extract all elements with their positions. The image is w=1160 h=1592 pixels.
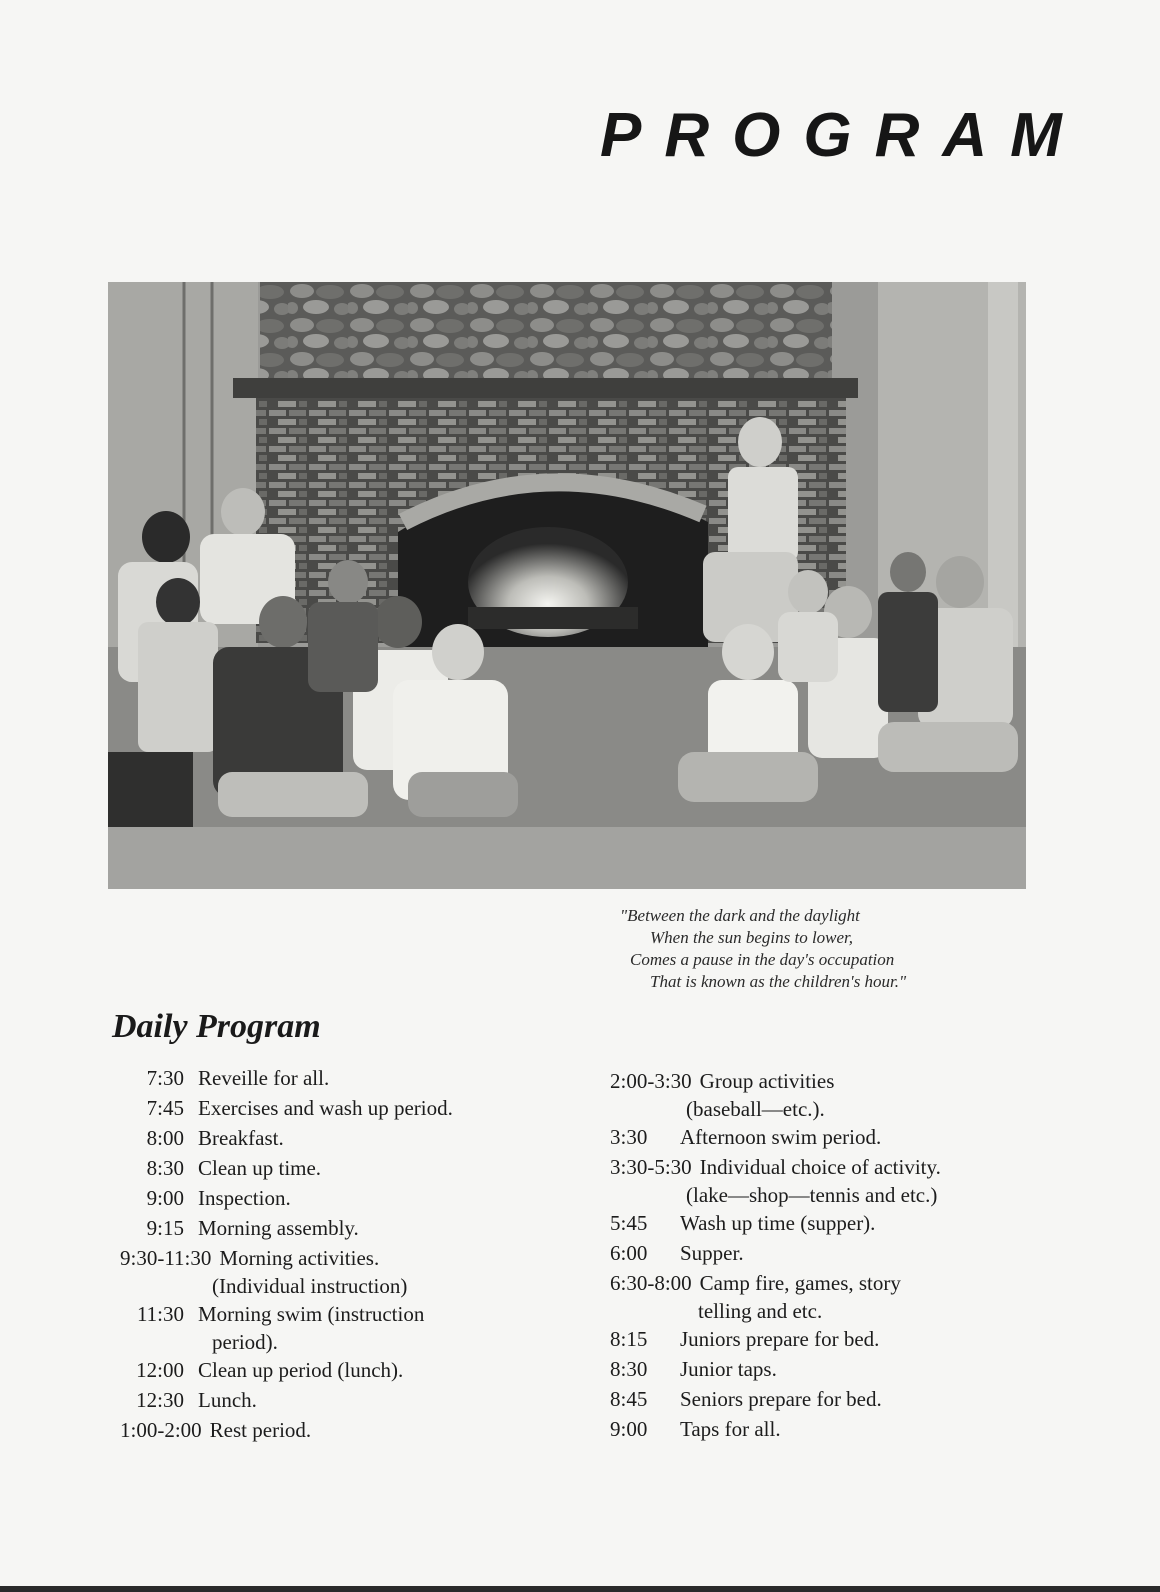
activity: (Individual instruction) [212,1274,408,1298]
page-bottom-rule [0,1586,1160,1592]
schedule-row [610,1268,1050,1298]
activity: Lunch. [198,1388,257,1412]
activity: Juniors prepare for bed. [680,1327,880,1351]
schedule-row [610,1122,1050,1152]
activity: Clean up time. [198,1156,322,1180]
schedule-row [112,1123,542,1153]
time: 9:00 [146,1186,184,1210]
time: 12:30 [136,1388,184,1412]
time: 9:00 [610,1417,648,1441]
caption-line: "Between the dark and the daylight [620,906,860,925]
time: 6:30-8:00 [610,1271,692,1295]
activity: Exercises and wash up period. [198,1096,453,1120]
section-title: Daily Program [112,1008,321,1045]
activity: Taps for all. [680,1417,781,1441]
schedule-row [610,1354,1050,1384]
schedule-left-column [112,1063,542,1445]
activity: Individual choice of activity. [699,1155,941,1179]
time: 12:00 [136,1358,184,1382]
schedule-row-continued [112,1273,542,1299]
time: 9:15 [146,1216,184,1240]
schedule-row [610,1066,1050,1096]
caption-line: That is known as the children's hour." [650,972,907,991]
schedule-row [610,1324,1050,1354]
schedule-row [112,1243,542,1273]
activity: Morning swim (instruction [198,1302,425,1326]
time: 8:30 [610,1357,648,1381]
schedule-row-continued [610,1096,1050,1122]
schedule-row [610,1414,1050,1444]
schedule-row [112,1093,542,1123]
schedule-row [112,1355,542,1385]
activity: period). [212,1330,278,1354]
schedule-row [610,1208,1050,1238]
activity: Supper. [680,1241,744,1265]
schedule-row-continued [610,1182,1050,1208]
schedule-row [112,1415,542,1445]
caption-line: When the sun begins to lower, [650,928,854,947]
schedule-row [112,1153,542,1183]
time: 7:30 [146,1066,184,1090]
time: 3:30-5:30 [610,1155,692,1179]
schedule-row [112,1299,542,1329]
activity: (lake—shop—tennis and etc.) [686,1183,938,1207]
time: 5:45 [610,1211,648,1235]
schedule-right-column [610,1066,1050,1444]
schedule-row [112,1213,542,1243]
poem-caption [620,905,1040,993]
time: 6:00 [610,1241,648,1265]
activity: Clean up period (lunch). [198,1358,404,1382]
page-title: PROGRAM [600,101,1085,170]
activity: Group activities [699,1069,835,1093]
time: 8:00 [146,1126,184,1150]
time: 8:30 [146,1156,184,1180]
schedule-row [610,1238,1050,1268]
activity: Morning activities. [219,1246,380,1270]
activity: Junior taps. [680,1357,777,1381]
time: 2:00-3:30 [610,1069,692,1093]
fireplace-photo-illustration [108,282,1026,889]
activity: Reveille for all. [198,1066,330,1090]
activity: Breakfast. [198,1126,284,1150]
schedule-row-continued [610,1298,1050,1324]
time: 8:45 [610,1387,648,1411]
activity: Seniors prepare for bed. [680,1387,882,1411]
activity: (baseball—etc.). [686,1097,825,1121]
schedule-row [610,1384,1050,1414]
schedule-row [112,1385,542,1415]
time: 8:15 [610,1327,648,1351]
schedule-row [610,1152,1050,1182]
activity: Morning assembly. [198,1216,359,1240]
fireplace-photo [108,282,1026,889]
activity: Afternoon swim period. [680,1125,882,1149]
schedule-row [112,1183,542,1213]
caption-line: Comes a pause in the day's occupation [630,950,895,969]
schedule-row [112,1063,542,1093]
time: 11:30 [136,1302,184,1326]
activity: Rest period. [209,1418,312,1442]
activity: Wash up time (supper). [680,1211,876,1235]
activity: Camp fire, games, story [699,1271,901,1295]
schedule-row-continued [112,1329,542,1355]
activity: telling and etc. [698,1299,823,1323]
activity: Inspection. [198,1186,291,1210]
time: 3:30 [610,1125,648,1149]
time: 7:45 [146,1096,184,1120]
time: 1:00-2:00 [120,1418,202,1442]
time: 9:30-11:30 [120,1246,212,1270]
